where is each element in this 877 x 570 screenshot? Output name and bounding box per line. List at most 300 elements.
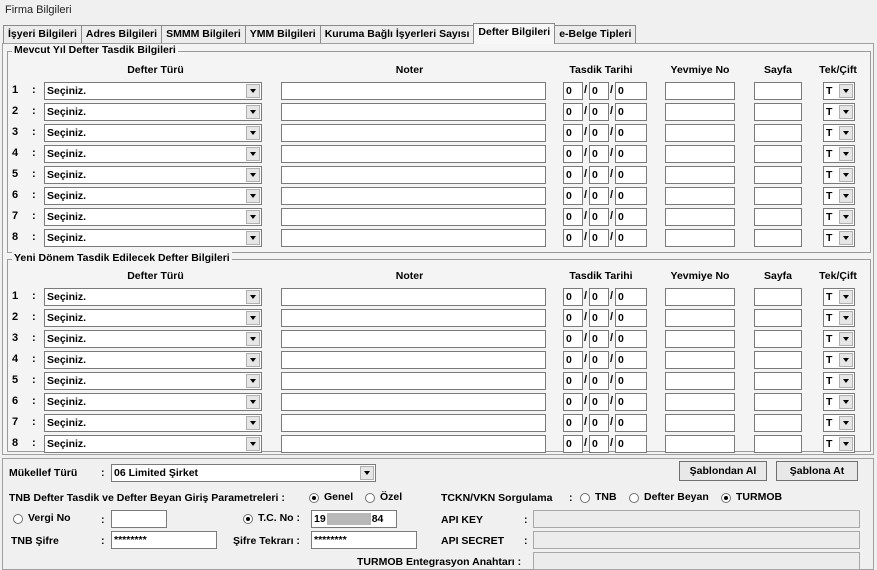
- row-number: 6: [12, 395, 19, 407]
- sayfa-input[interactable]: [754, 393, 802, 411]
- chevron-down-icon[interactable]: [246, 332, 260, 346]
- window-title: Firma Bilgileri: [5, 4, 72, 16]
- vergi-no-input[interactable]: [111, 510, 167, 528]
- row-number: 7: [12, 416, 19, 428]
- tek-cift-select[interactable]: [823, 124, 855, 142]
- defter-turu-select[interactable]: [44, 145, 262, 163]
- tasdik-day-input[interactable]: 0: [563, 187, 583, 205]
- defter-turu-value: Seçiniz.: [47, 375, 87, 387]
- chevron-down-icon[interactable]: [246, 84, 260, 98]
- row-number: 1: [12, 290, 19, 302]
- tasdik-year-input[interactable]: 0: [615, 187, 647, 205]
- column-header-defter-turu: Defter Türü: [127, 270, 184, 282]
- chevron-down-icon[interactable]: [246, 126, 260, 140]
- ozel-radio[interactable]: [365, 493, 375, 503]
- noter-input[interactable]: [281, 145, 546, 163]
- chevron-down-icon[interactable]: [839, 105, 853, 119]
- noter-input[interactable]: [281, 288, 546, 306]
- yevmiye-no-input[interactable]: [665, 82, 735, 100]
- sayfa-input[interactable]: [754, 103, 802, 121]
- defter-turu-select[interactable]: [44, 208, 262, 226]
- defter-turu-select[interactable]: [44, 288, 262, 306]
- chevron-down-icon[interactable]: [839, 147, 853, 161]
- mukellef-turu-label: Mükellef Türü: [9, 467, 78, 479]
- noter-input[interactable]: [281, 330, 546, 348]
- tc-no-value-start: 19: [314, 513, 326, 525]
- date-separator: /: [610, 395, 614, 407]
- sayfa-input[interactable]: [754, 414, 802, 432]
- table-row: [8, 82, 870, 101]
- yevmiye-no-input[interactable]: [665, 103, 735, 121]
- yevmiye-no-input[interactable]: [665, 124, 735, 142]
- groupbox-new-period: [7, 252, 871, 452]
- yevmiye-no-input[interactable]: [665, 208, 735, 226]
- tek-cift-select[interactable]: [823, 166, 855, 184]
- genel-radio[interactable]: [309, 493, 319, 503]
- chevron-down-icon[interactable]: [839, 353, 853, 367]
- chevron-down-icon[interactable]: [839, 84, 853, 98]
- date-separator: /: [584, 231, 588, 243]
- sayfa-input[interactable]: [754, 435, 802, 453]
- tasdik-month-input[interactable]: 0: [589, 351, 609, 369]
- tek-cift-value: T: [826, 354, 833, 366]
- row-colon: :: [32, 311, 36, 323]
- chevron-down-icon[interactable]: [246, 168, 260, 182]
- yevmiye-no-input[interactable]: [665, 145, 735, 163]
- defter-turu-select[interactable]: [44, 82, 262, 100]
- date-separator: /: [610, 374, 614, 386]
- tasdik-month-input[interactable]: 0: [589, 330, 609, 348]
- column-header-tek-cift: Tek/Çift: [819, 64, 857, 76]
- tab-panel-defter-bilgileri: [2, 43, 874, 455]
- sayfa-input[interactable]: [754, 372, 802, 390]
- colon-label: :: [524, 535, 528, 547]
- tab-bar: [3, 25, 635, 44]
- noter-input[interactable]: [281, 82, 546, 100]
- groupbox-current-year: [7, 44, 871, 253]
- tek-cift-select[interactable]: [823, 145, 855, 163]
- tasdik-year-input[interactable]: 0: [615, 309, 647, 327]
- tc-no-input[interactable]: [311, 510, 397, 528]
- tasdik-month-input[interactable]: 0: [589, 187, 609, 205]
- column-header-yevmiye-no: Yevmiye No: [670, 64, 730, 76]
- yevmiye-no-input[interactable]: [665, 372, 735, 390]
- column-header-sayfa: Sayfa: [763, 270, 793, 282]
- row-colon: :: [32, 374, 36, 386]
- sayfa-input[interactable]: [754, 351, 802, 369]
- tnb-sifre-label: TNB Şifre: [11, 535, 59, 547]
- sablona-at-button[interactable]: Şablona At: [776, 461, 858, 481]
- defter-turu-select[interactable]: [44, 330, 262, 348]
- defter-turu-value: Seçiniz.: [47, 438, 87, 450]
- vergi-no-label: Vergi No: [28, 512, 71, 524]
- table-row: [8, 288, 870, 307]
- chevron-down-icon[interactable]: [839, 437, 853, 451]
- tasdik-day-input[interactable]: 0: [563, 435, 583, 453]
- tek-cift-select[interactable]: [823, 187, 855, 205]
- chevron-down-icon[interactable]: [839, 290, 853, 304]
- turmob-radio[interactable]: [721, 493, 731, 503]
- tasdik-month-input[interactable]: 0: [589, 372, 609, 390]
- defter-turu-value: Seçiniz.: [47, 232, 87, 244]
- date-separator: /: [610, 105, 614, 117]
- tek-cift-value: T: [826, 291, 833, 303]
- noter-input[interactable]: [281, 435, 546, 453]
- tasdik-day-input[interactable]: 0: [563, 229, 583, 247]
- date-separator: /: [584, 416, 588, 428]
- column-header-noter: Noter: [395, 64, 424, 76]
- yevmiye-no-input[interactable]: [665, 414, 735, 432]
- tek-cift-select[interactable]: [823, 103, 855, 121]
- noter-input[interactable]: [281, 309, 546, 327]
- date-separator: /: [584, 210, 588, 222]
- yevmiye-no-input[interactable]: [665, 393, 735, 411]
- date-separator: /: [584, 126, 588, 138]
- yevmiye-no-input[interactable]: [665, 288, 735, 306]
- tasdik-day-input[interactable]: 0: [563, 414, 583, 432]
- mukellef-turu-value: 06 Limited Şirket: [114, 467, 199, 479]
- tek-cift-value: T: [826, 106, 833, 118]
- tc-no-label: T.C. No :: [258, 512, 300, 524]
- tasdik-day-input[interactable]: 0: [563, 145, 583, 163]
- table-row: [8, 166, 870, 185]
- tab-3[interactable]: YMM Bilgileri: [245, 25, 321, 44]
- sayfa-input[interactable]: [754, 208, 802, 226]
- tasdik-year-input[interactable]: 0: [615, 229, 647, 247]
- noter-input[interactable]: [281, 187, 546, 205]
- tc-no-radio[interactable]: [243, 514, 253, 524]
- tek-cift-select[interactable]: [823, 330, 855, 348]
- row-colon: :: [32, 231, 36, 243]
- date-separator: /: [610, 311, 614, 323]
- sayfa-input[interactable]: [754, 229, 802, 247]
- chevron-down-icon[interactable]: [246, 290, 260, 304]
- tasdik-month-input[interactable]: 0: [589, 82, 609, 100]
- sayfa-input[interactable]: [754, 309, 802, 327]
- defter-turu-select[interactable]: [44, 103, 262, 121]
- sayfa-input[interactable]: [754, 124, 802, 142]
- chevron-down-icon[interactable]: [246, 105, 260, 119]
- tasdik-month-input[interactable]: 0: [589, 103, 609, 121]
- defter-turu-value: Seçiniz.: [47, 312, 87, 324]
- chevron-down-icon[interactable]: [839, 374, 853, 388]
- table-row: [8, 351, 870, 370]
- tasdik-year-input[interactable]: 0: [615, 393, 647, 411]
- tasdik-day-input[interactable]: 0: [563, 103, 583, 121]
- date-separator: /: [584, 353, 588, 365]
- chevron-down-icon[interactable]: [839, 416, 853, 430]
- tab-1[interactable]: Adres Bilgileri: [81, 25, 162, 44]
- tek-cift-select[interactable]: [823, 82, 855, 100]
- chevron-down-icon[interactable]: [839, 311, 853, 325]
- table-row: [8, 187, 870, 206]
- tab-5[interactable]: Defter Bilgileri: [473, 23, 555, 44]
- tek-cift-select[interactable]: [823, 309, 855, 327]
- sayfa-input[interactable]: [754, 166, 802, 184]
- date-separator: /: [584, 105, 588, 117]
- defter-turu-value: Seçiniz.: [47, 354, 87, 366]
- row-colon: :: [32, 147, 36, 159]
- tnb-radio[interactable]: [580, 493, 590, 503]
- tasdik-month-input[interactable]: 0: [589, 393, 609, 411]
- tek-cift-select[interactable]: [823, 435, 855, 453]
- tasdik-month-input[interactable]: 0: [589, 435, 609, 453]
- tasdik-year-input[interactable]: 0: [615, 351, 647, 369]
- sifre-tekrari-label: Şifre Tekrarı :: [233, 535, 300, 547]
- row-number: 8: [12, 231, 19, 243]
- tasdik-year-input[interactable]: 0: [615, 103, 647, 121]
- chevron-down-icon[interactable]: [839, 231, 853, 245]
- sayfa-input[interactable]: [754, 145, 802, 163]
- defter-turu-select[interactable]: [44, 166, 262, 184]
- tasdik-day-input[interactable]: 0: [563, 208, 583, 226]
- tab-0[interactable]: İşyeri Bilgileri: [3, 25, 82, 44]
- chevron-down-icon[interactable]: [360, 466, 374, 480]
- noter-input[interactable]: [281, 208, 546, 226]
- defter-turu-select[interactable]: [44, 309, 262, 327]
- colon-label: :: [101, 535, 105, 547]
- defter-turu-select[interactable]: [44, 372, 262, 390]
- tnb-label: TNB: [595, 491, 617, 503]
- row-number: 5: [12, 168, 19, 180]
- chevron-down-icon[interactable]: [246, 147, 260, 161]
- defter-turu-value: Seçiniz.: [47, 169, 87, 181]
- tasdik-month-input[interactable]: 0: [589, 414, 609, 432]
- tasdik-year-input[interactable]: 0: [615, 414, 647, 432]
- tek-cift-select[interactable]: [823, 208, 855, 226]
- chevron-down-icon[interactable]: [246, 210, 260, 224]
- date-separator: /: [610, 126, 614, 138]
- row-colon: :: [32, 126, 36, 138]
- row-colon: :: [32, 332, 36, 344]
- tasdik-month-input[interactable]: 0: [589, 166, 609, 184]
- chevron-down-icon[interactable]: [246, 189, 260, 203]
- date-separator: /: [584, 168, 588, 180]
- tasdik-day-input[interactable]: 0: [563, 393, 583, 411]
- row-number: 6: [12, 189, 19, 201]
- chevron-down-icon[interactable]: [839, 126, 853, 140]
- table-row: [8, 393, 870, 412]
- tasdik-month-input[interactable]: 0: [589, 208, 609, 226]
- tasdik-month-input[interactable]: 0: [589, 229, 609, 247]
- api-secret-label: API SECRET: [441, 535, 505, 547]
- noter-input[interactable]: [281, 103, 546, 121]
- tasdik-year-input[interactable]: 0: [615, 124, 647, 142]
- chevron-down-icon[interactable]: [246, 416, 260, 430]
- table-row: [8, 103, 870, 122]
- row-number: 2: [12, 311, 19, 323]
- row-number: 2: [12, 105, 19, 117]
- chevron-down-icon[interactable]: [839, 395, 853, 409]
- date-separator: /: [610, 416, 614, 428]
- sablondan-al-button[interactable]: Şablondan Al: [679, 461, 767, 481]
- tasdik-year-input[interactable]: 0: [615, 330, 647, 348]
- tasdik-day-input[interactable]: 0: [563, 330, 583, 348]
- noter-input[interactable]: [281, 229, 546, 247]
- colon-label: :: [101, 467, 105, 479]
- tasdik-year-input[interactable]: 0: [615, 208, 647, 226]
- tnb-params-label: TNB Defter Tasdik ve Defter Beyan Giriş Parametreleri :: [9, 492, 285, 504]
- chevron-down-icon[interactable]: [839, 332, 853, 346]
- api-key-label: API KEY: [441, 514, 484, 526]
- sayfa-input[interactable]: [754, 330, 802, 348]
- api-secret-input[interactable]: [533, 531, 860, 549]
- tek-cift-value: T: [826, 333, 833, 345]
- chevron-down-icon[interactable]: [246, 437, 260, 451]
- chevron-down-icon[interactable]: [839, 168, 853, 182]
- tasdik-month-input[interactable]: 0: [589, 124, 609, 142]
- defter-turu-value: Seçiniz.: [47, 396, 87, 408]
- table-row: [8, 145, 870, 164]
- column-header-noter: Noter: [395, 270, 424, 282]
- tasdik-year-input[interactable]: 0: [615, 288, 647, 306]
- date-separator: /: [584, 290, 588, 302]
- chevron-down-icon[interactable]: [246, 353, 260, 367]
- tab-2[interactable]: SMMM Bilgileri: [161, 25, 246, 44]
- row-colon: :: [32, 416, 36, 428]
- api-key-input[interactable]: [533, 510, 860, 528]
- date-separator: /: [584, 84, 588, 96]
- tek-cift-value: T: [826, 169, 833, 181]
- noter-input[interactable]: [281, 124, 546, 142]
- sayfa-input[interactable]: [754, 288, 802, 306]
- defter-turu-select[interactable]: [44, 351, 262, 369]
- date-separator: /: [584, 189, 588, 201]
- tab-6[interactable]: e-Belge Tipleri: [554, 25, 636, 44]
- date-separator: /: [610, 168, 614, 180]
- yevmiye-no-input[interactable]: [665, 435, 735, 453]
- tasdik-day-input[interactable]: 0: [563, 82, 583, 100]
- noter-input[interactable]: [281, 414, 546, 432]
- sayfa-input[interactable]: [754, 82, 802, 100]
- tek-cift-select[interactable]: [823, 414, 855, 432]
- noter-input[interactable]: [281, 351, 546, 369]
- date-separator: /: [610, 231, 614, 243]
- turmob-key-label: TURMOB Entegrasyon Anahtarı :: [357, 556, 522, 568]
- chevron-down-icon[interactable]: [246, 374, 260, 388]
- tasdik-year-input[interactable]: 0: [615, 166, 647, 184]
- date-separator: /: [610, 353, 614, 365]
- vergi-no-radio[interactable]: [13, 514, 23, 524]
- colon-label: :: [524, 514, 528, 526]
- mukellef-turu-select[interactable]: [111, 464, 376, 482]
- defter-turu-value: Seçiniz.: [47, 190, 87, 202]
- chevron-down-icon[interactable]: [246, 395, 260, 409]
- defter-turu-select[interactable]: [44, 229, 262, 247]
- masked-region: [327, 513, 371, 525]
- ozel-label: Özel: [380, 491, 403, 503]
- noter-input[interactable]: [281, 372, 546, 390]
- tek-cift-select[interactable]: [823, 393, 855, 411]
- table-row: [8, 372, 870, 391]
- tek-cift-select[interactable]: [823, 372, 855, 390]
- tek-cift-select[interactable]: [823, 351, 855, 369]
- yevmiye-no-input[interactable]: [665, 309, 735, 327]
- row-number: 5: [12, 374, 19, 386]
- tasdik-day-input[interactable]: 0: [563, 124, 583, 142]
- sifre-tekrari-input[interactable]: ********: [311, 531, 417, 549]
- yevmiye-no-input[interactable]: [665, 351, 735, 369]
- tasdik-day-input[interactable]: 0: [563, 351, 583, 369]
- tasdik-year-input[interactable]: 0: [615, 82, 647, 100]
- column-header-tasdik-tarihi: Tasdik Tarihi: [569, 64, 633, 76]
- tasdik-day-input[interactable]: 0: [563, 166, 583, 184]
- column-header-tek-cift: Tek/Çift: [819, 270, 857, 282]
- turmob-key-input[interactable]: [533, 552, 860, 570]
- column-header-sayfa: Sayfa: [763, 64, 793, 76]
- tasdik-year-input[interactable]: 0: [615, 435, 647, 453]
- defter-beyan-radio[interactable]: [629, 493, 639, 503]
- noter-input[interactable]: [281, 166, 546, 184]
- row-colon: :: [32, 353, 36, 365]
- tab-4[interactable]: Kuruma Bağlı İşyerleri Sayısı: [320, 25, 475, 44]
- table-row: [8, 435, 870, 454]
- date-separator: /: [584, 437, 588, 449]
- sayfa-input[interactable]: [754, 187, 802, 205]
- tek-cift-value: T: [826, 232, 833, 244]
- row-number: 3: [12, 332, 19, 344]
- defter-turu-select[interactable]: [44, 435, 262, 453]
- chevron-down-icon[interactable]: [839, 210, 853, 224]
- tasdik-day-input[interactable]: 0: [563, 309, 583, 327]
- chevron-down-icon[interactable]: [246, 311, 260, 325]
- noter-input[interactable]: [281, 393, 546, 411]
- tasdik-year-input[interactable]: 0: [615, 145, 647, 163]
- bottom-parameters-panel: [2, 458, 874, 570]
- tasdik-month-input[interactable]: 0: [589, 288, 609, 306]
- yevmiye-no-input[interactable]: [665, 229, 735, 247]
- tek-cift-value: T: [826, 396, 833, 408]
- table-row: [8, 208, 870, 227]
- defter-turu-select[interactable]: [44, 414, 262, 432]
- row-colon: :: [32, 105, 36, 117]
- defter-turu-select[interactable]: [44, 393, 262, 411]
- tasdik-year-input[interactable]: 0: [615, 372, 647, 390]
- defter-turu-select[interactable]: [44, 124, 262, 142]
- tek-cift-value: T: [826, 127, 833, 139]
- tnb-sifre-input[interactable]: ********: [111, 531, 217, 549]
- tasdik-month-input[interactable]: 0: [589, 145, 609, 163]
- tasdik-month-input[interactable]: 0: [589, 309, 609, 327]
- date-separator: /: [610, 147, 614, 159]
- yevmiye-no-input[interactable]: [665, 166, 735, 184]
- tek-cift-select[interactable]: [823, 229, 855, 247]
- table-row: [8, 124, 870, 143]
- defter-turu-value: Seçiniz.: [47, 148, 87, 160]
- chevron-down-icon[interactable]: [839, 189, 853, 203]
- row-colon: :: [32, 84, 36, 96]
- date-separator: /: [584, 147, 588, 159]
- date-separator: /: [610, 84, 614, 96]
- row-number: 3: [12, 126, 19, 138]
- yevmiye-no-input[interactable]: [665, 330, 735, 348]
- groupbox-current-title: Mevcut Yıl Defter Tasdik Bilgileri: [14, 44, 176, 56]
- tasdik-day-input[interactable]: 0: [563, 372, 583, 390]
- defter-turu-value: Seçiniz.: [47, 127, 87, 139]
- table-row: [8, 330, 870, 349]
- tek-cift-value: T: [826, 438, 833, 450]
- groupbox-new-title: Yeni Dönem Tasdik Edilecek Defter Bilgileri: [14, 252, 230, 264]
- tasdik-day-input[interactable]: 0: [563, 288, 583, 306]
- defter-turu-select[interactable]: [44, 187, 262, 205]
- yevmiye-no-input[interactable]: [665, 187, 735, 205]
- defter-turu-value: Seçiniz.: [47, 333, 87, 345]
- row-number: 8: [12, 437, 19, 449]
- date-separator: /: [584, 395, 588, 407]
- tek-cift-select[interactable]: [823, 288, 855, 306]
- colon-label: :: [569, 492, 573, 504]
- chevron-down-icon[interactable]: [246, 231, 260, 245]
